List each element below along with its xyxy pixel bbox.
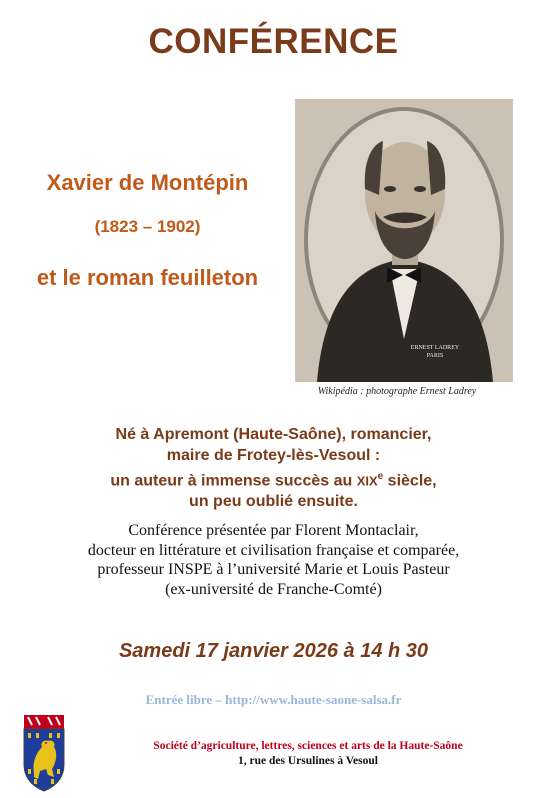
society-name: Société d’agriculture, lettres, sciences et arts de la Haute-Saône (153, 740, 463, 752)
presenter-block (0, 521, 547, 599)
portrait-stamp-line2: PARIS (426, 353, 444, 359)
presenter-line-1: Conférence présentée par Florent Montaclair, (128, 522, 419, 539)
subject-name: Xavier de Montépin (46, 170, 249, 195)
bio-line-3 (0, 466, 547, 491)
event-date: Samedi 17 janvier 2026 à 14 h 30 (118, 640, 429, 662)
subject-theme: et le roman feuilleton (36, 265, 259, 290)
bio-line-1: Né à Apremont (Haute-Saône), romancier, (115, 426, 432, 443)
portrait-caption: Wikipédia : photographe Ernest Ladrey (317, 386, 477, 397)
presenter-line-3: professeur INSPE à l’université Marie et Louis Pasteur (97, 561, 450, 578)
poster-title: CONFÉRENCE (148, 22, 399, 61)
portrait-illustration (295, 99, 513, 382)
bio-line-2: maire de Frotey-lès-Vesoul : (166, 447, 381, 464)
bio-line-4: un peu oublié ensuite. (189, 493, 358, 511)
entry-link[interactable]: Entrée libre – http://www.haute-saone-salsa.fr (145, 692, 402, 707)
portrait-photo (295, 99, 513, 382)
bio-block (0, 424, 547, 512)
presenter-line-2: docteur en littérature et civilisation française et comparée, (87, 541, 460, 559)
haute-saone-coat-of-arms-icon (20, 713, 68, 793)
society-address: 1, rue des Ursulines à Vesoul (238, 755, 378, 767)
bio-century-sup: e (377, 471, 384, 482)
portrait-stamp-line1: ERNEST LADREY (410, 345, 460, 351)
bio-line-3-post: siècle, (383, 472, 437, 490)
subject-dates: (1823 – 1902) (94, 217, 201, 236)
presenter-line-4: (ex-université de Franche-Comté) (165, 580, 382, 598)
bio-line-3-pre: un auteur à immense succès au (110, 472, 357, 490)
bio-century: XIX (356, 473, 378, 489)
crest-icon (20, 713, 68, 793)
